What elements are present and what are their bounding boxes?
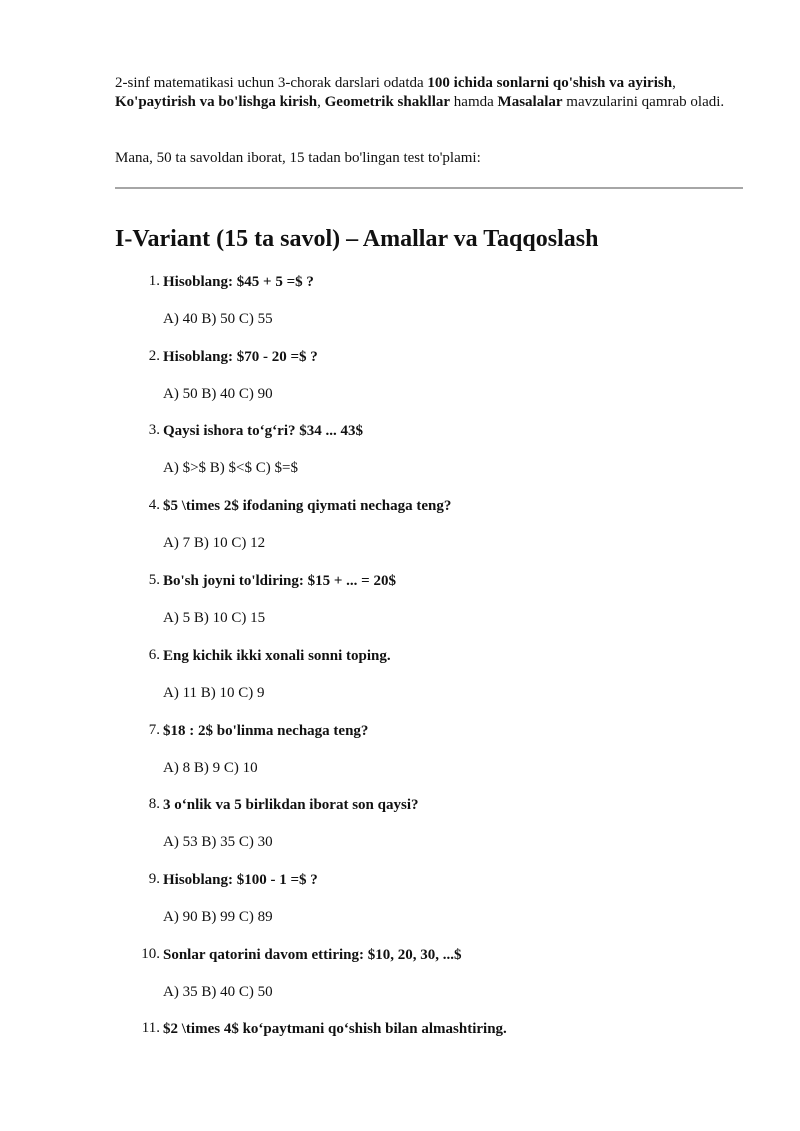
- section-heading: I-Variant (15 ta savol) – Amallar va Taqqoslash: [115, 226, 599, 252]
- question-number: 5.: [148, 572, 160, 588]
- question-number: 6.: [148, 647, 160, 663]
- intro-text: ,: [672, 75, 676, 91]
- intro-paragraph: [115, 74, 743, 112]
- question-text: Qaysi ishora to‘g‘ri? $34 ... 43$: [163, 423, 363, 439]
- question-number: 10.: [141, 946, 160, 962]
- question-text: 3 o‘nlik va 5 birlikdan iborat son qaysi?: [163, 797, 419, 813]
- question-options: A) $>$ B) $<$ C) $=$: [163, 460, 298, 476]
- question-options: A) 11 B) 10 C) 9: [163, 685, 265, 701]
- question-text: Eng kichik ikki xonali sonni toping.: [163, 648, 391, 664]
- question-options: A) 35 B) 40 C) 50: [163, 984, 273, 1000]
- question-options: A) 90 B) 99 C) 89: [163, 909, 273, 925]
- question-number: 7.: [148, 722, 160, 738]
- question-number: 11.: [141, 1020, 160, 1036]
- intro-text: ,: [317, 94, 325, 110]
- question-options: A) 5 B) 10 C) 15: [163, 610, 266, 626]
- question-text: Hisoblang: $45 + 5 =$ ?: [163, 274, 314, 290]
- intro-topic-multiplication: Ko'paytirish va bo'lishga kirish: [115, 94, 318, 110]
- intro-topic-geometry: Geometrik shakllar: [324, 94, 451, 110]
- question-options: A) 40 B) 50 C) 55: [163, 311, 273, 327]
- question-number: 2.: [148, 348, 160, 364]
- question-number: 4.: [148, 497, 160, 513]
- question-text: Sonlar qatorini davom ettiring: $10, 20, 30, ...$: [163, 947, 462, 963]
- question-text: Hisoblang: $70 - 20 =$ ?: [163, 349, 318, 365]
- intro-text: mavzularini qamrab oladi.: [562, 94, 725, 110]
- question-options: A) 53 B) 35 C) 30: [163, 834, 273, 850]
- question-options: A) 50 B) 40 C) 90: [163, 386, 273, 402]
- question-number: 8.: [148, 796, 160, 812]
- lead-sentence: Mana, 50 ta savoldan iborat, 15 tadan bo'lingan test to'plami:: [115, 150, 481, 166]
- question-number: 1.: [148, 273, 160, 289]
- intro-topic-addition: 100 ichida sonlarni qo'shish va ayirish: [427, 75, 673, 91]
- question-text: $18 : 2$ bo'linma nechaga teng?: [163, 723, 369, 739]
- question-options: A) 8 B) 9 C) 10: [163, 760, 258, 776]
- question-text: $2 \times 4$ ko‘paytmani qo‘shish bilan almashtiring.: [163, 1021, 507, 1037]
- question-options: A) 7 B) 10 C) 12: [163, 535, 266, 551]
- horizontal-divider: [115, 187, 743, 189]
- question-text: $5 \times 2$ ifodaning qiymati nechaga teng?: [163, 498, 452, 514]
- question-number: 9.: [148, 871, 160, 887]
- intro-text: hamda: [450, 94, 498, 110]
- question-text: Bo'sh joyni to'ldiring: $15 + ... = 20$: [163, 573, 396, 589]
- intro-text: 2-sinf matematikasi uchun 3-chorak darslari odatda: [115, 75, 428, 91]
- question-text: Hisoblang: $100 - 1 =$ ?: [163, 872, 318, 888]
- question-number: 3.: [148, 422, 160, 438]
- intro-topic-problems: Masalalar: [497, 94, 563, 110]
